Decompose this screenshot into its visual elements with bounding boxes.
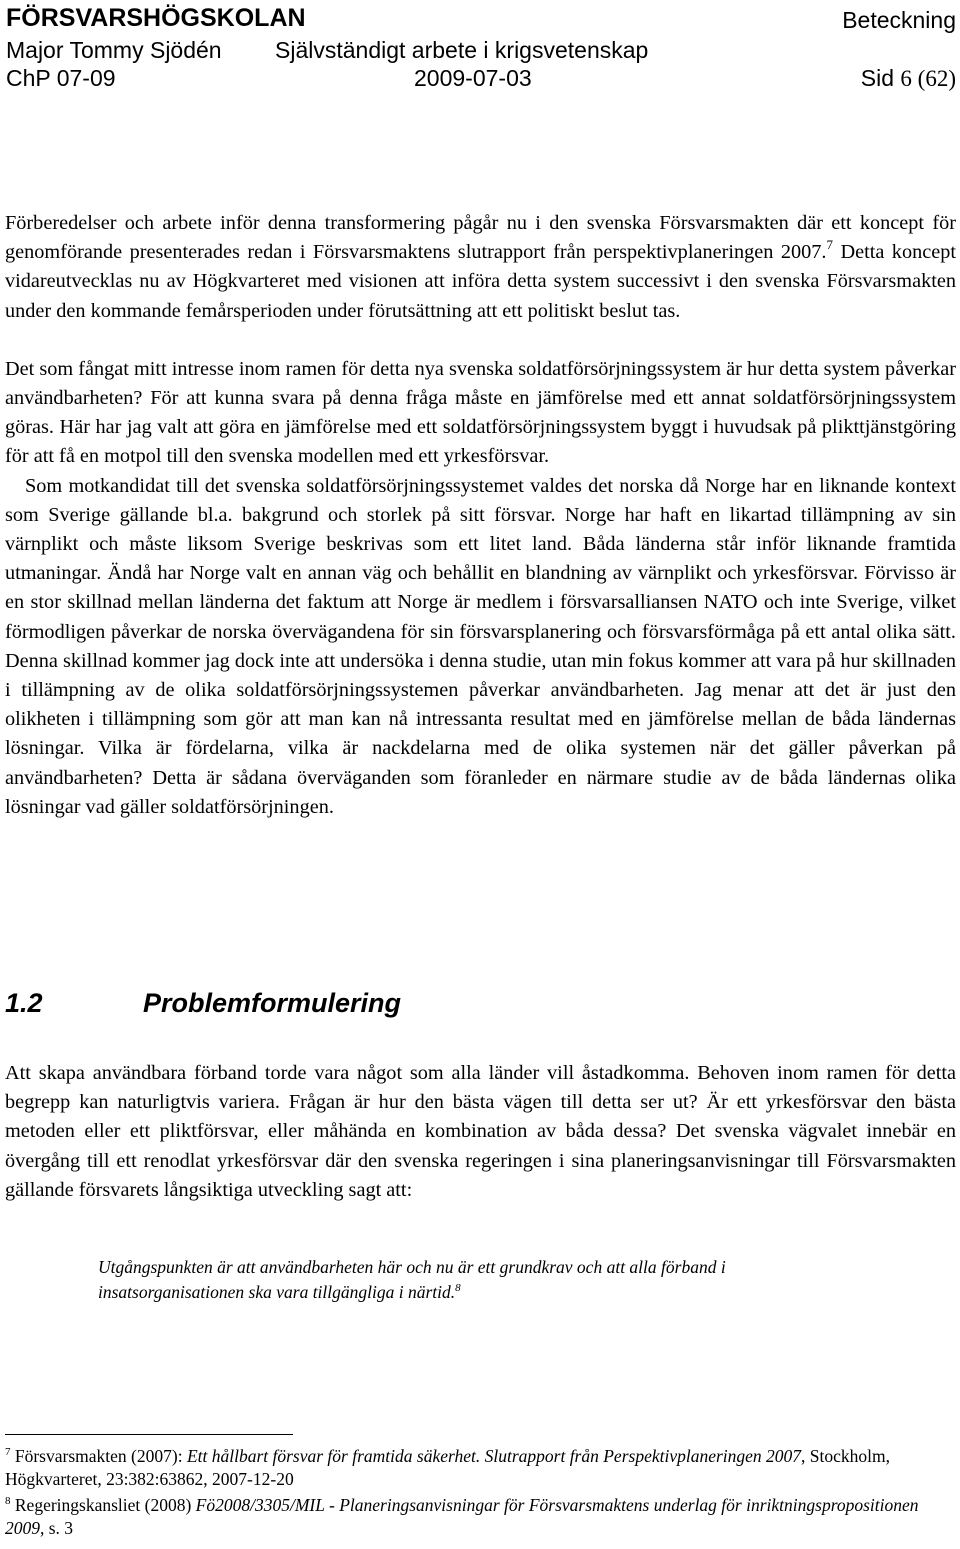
block-quote [98, 1255, 858, 1305]
author-name: Major Tommy Sjödén [6, 37, 222, 63]
footnote-number: 8 [5, 1495, 11, 1507]
document-date: 2009-07-03 [414, 65, 532, 91]
section-title: Problemformulering [143, 988, 402, 1018]
institution-name: FÖRSVARSHÖGSKOLAN [6, 4, 306, 32]
body-text [5, 209, 956, 822]
footnote-number: 7 [5, 1446, 11, 1458]
paragraph-1 [5, 209, 956, 326]
footnote-details: , s. 3 [40, 1518, 74, 1538]
footnote-title: Ett hållbart försvar för framtida säkerhet. Slutrapport från Perspektivplaneringen 2007 [186, 1446, 802, 1466]
page-indicator [861, 64, 956, 93]
course-name: Självständigt arbete i krigsvetenskap [275, 37, 649, 63]
footnote-ref-7: 7 [826, 237, 833, 253]
section-number: 1.2 [5, 988, 43, 1018]
paragraph-2: Det som fångat mitt intresse inom ramen för detta nya svenska soldatförsörjningssystem är hur detta system påverkar användbarheten? För att kunna svara på denna fråga måste en jämförelse med ett annat soldatförsörjningssystem göras. Här har jag valt att göra en jämförelse med ett soldatförsörjningssystem byggt i huvudsak på plikttjänstgöring för att få en motpol till den svenska modellen med ett yrkesförsvar. [5, 357, 956, 468]
section-heading [5, 988, 401, 1019]
paragraph-1-text-a: Förberedelser och arbete inför denna transformering pågår nu i den svenska Försvarsmakten där ett koncept för genomförande presenterades redan i Försvarsmaktens slutrapport från perspektivplaneringen 2007. [5, 212, 956, 264]
paragraph-1-text-b: Detta koncept vidareutvecklas nu av Högkvarteret med visionen att införa detta system successivt i den svenska Försvarsmakten under den kommande femårsperioden under förutsättning att ett politiskt beslut tas. [5, 241, 956, 322]
page-prefix: Sid [860, 65, 895, 91]
section-body [5, 1059, 956, 1205]
footnote-details: , Stockholm, Högkvarteret, 23:382:63862, 2007-12-20 [5, 1446, 891, 1489]
footnote-source: Försvarsmakten (2007): [10, 1446, 187, 1466]
paragraph-3: Som motkandidat till det svenska soldatförsörjningssystemet valdes det norska då Norge har en liknande kontext som Sverige gällande bl.a. bakgrund och storlek på sitt försvar. Norge har haft en likartad tillämpning av sin värnplikt och måste liksom Sverige beskrivas som ett litet land. Båda länderna står inför liknande framtida utmaningar. Ändå har Norge valt en annan väg och behållit en blandning av värnplikt och yrkesförsvar. Förvisso är en stor skillnad mellan länderna det faktum att Norge är medlem i försvarsalliansen NATO och inte Sverige, vilket förmodligen påverkar de norska övervägandena för sin försvarsplanering och försvarsförmåga på ett antal olika sätt. Denna skillnad kommer jag dock inte att undersöka i denna studie, utan min fokus kommer att vara på hur skillnaden i tillämpning av de olika soldatförsörjningssystemen påverkar användbarheten. Jag menar att det är just den olikheten i tillämpning som gör att man kan nå intressanta resultat med en jämförelse mellan de båda ländernas lösningar. Vilka är fördelarna, vilka är nackdelarna med de olika systemen när det gäller påverkan på användbarheten? Detta är sådana överväganden som föranleder en närmare studie av de båda ländernas olika lösningar vad gäller soldatförsörjningen. [5, 474, 956, 818]
footnote-8 [5, 1494, 940, 1540]
page-number: 6 (62) [900, 66, 956, 91]
quote-text: Utgångspunkten är att användbarheten här och nu är ett grundkrav och att alla förband i insatsorganisationen ska vara tillgängliga i närtid. [98, 1257, 726, 1302]
section-paragraph-1: Att skapa användbara förband torde vara något som alla länder vill åstadkomma. Behoven inom ramen för detta begrepp kan naturligtvis variera. Frågan är hur den bästa vägen till detta ser ut? Är ett yrkesförsvar den bästa metoden eller ett pliktförsvar, eller måhända en kombination av båda dessa? Det svenska vägvalet innebär en övergång till ett renodlat yrkesförsvar där den svenska regeringen i sina planeringsanvisningar till Försvarsmakten gällande försvarets långsiktiga utveckling sagt att: [5, 1062, 956, 1201]
footnote-source: Regeringskansliet (2008) [10, 1495, 196, 1515]
footnote-separator [5, 1434, 293, 1435]
footnote-7 [5, 1445, 940, 1491]
program-code: ChP 07-09 [6, 65, 116, 91]
designation-label: Beteckning [842, 7, 956, 33]
footnote-title: Fö2008/3305/MIL - Planeringsanvisningar för Försvarsmaktens underlag för inriktningspropositionen 2009 [5, 1495, 919, 1538]
footnote-ref-8: 8 [455, 1282, 461, 1294]
